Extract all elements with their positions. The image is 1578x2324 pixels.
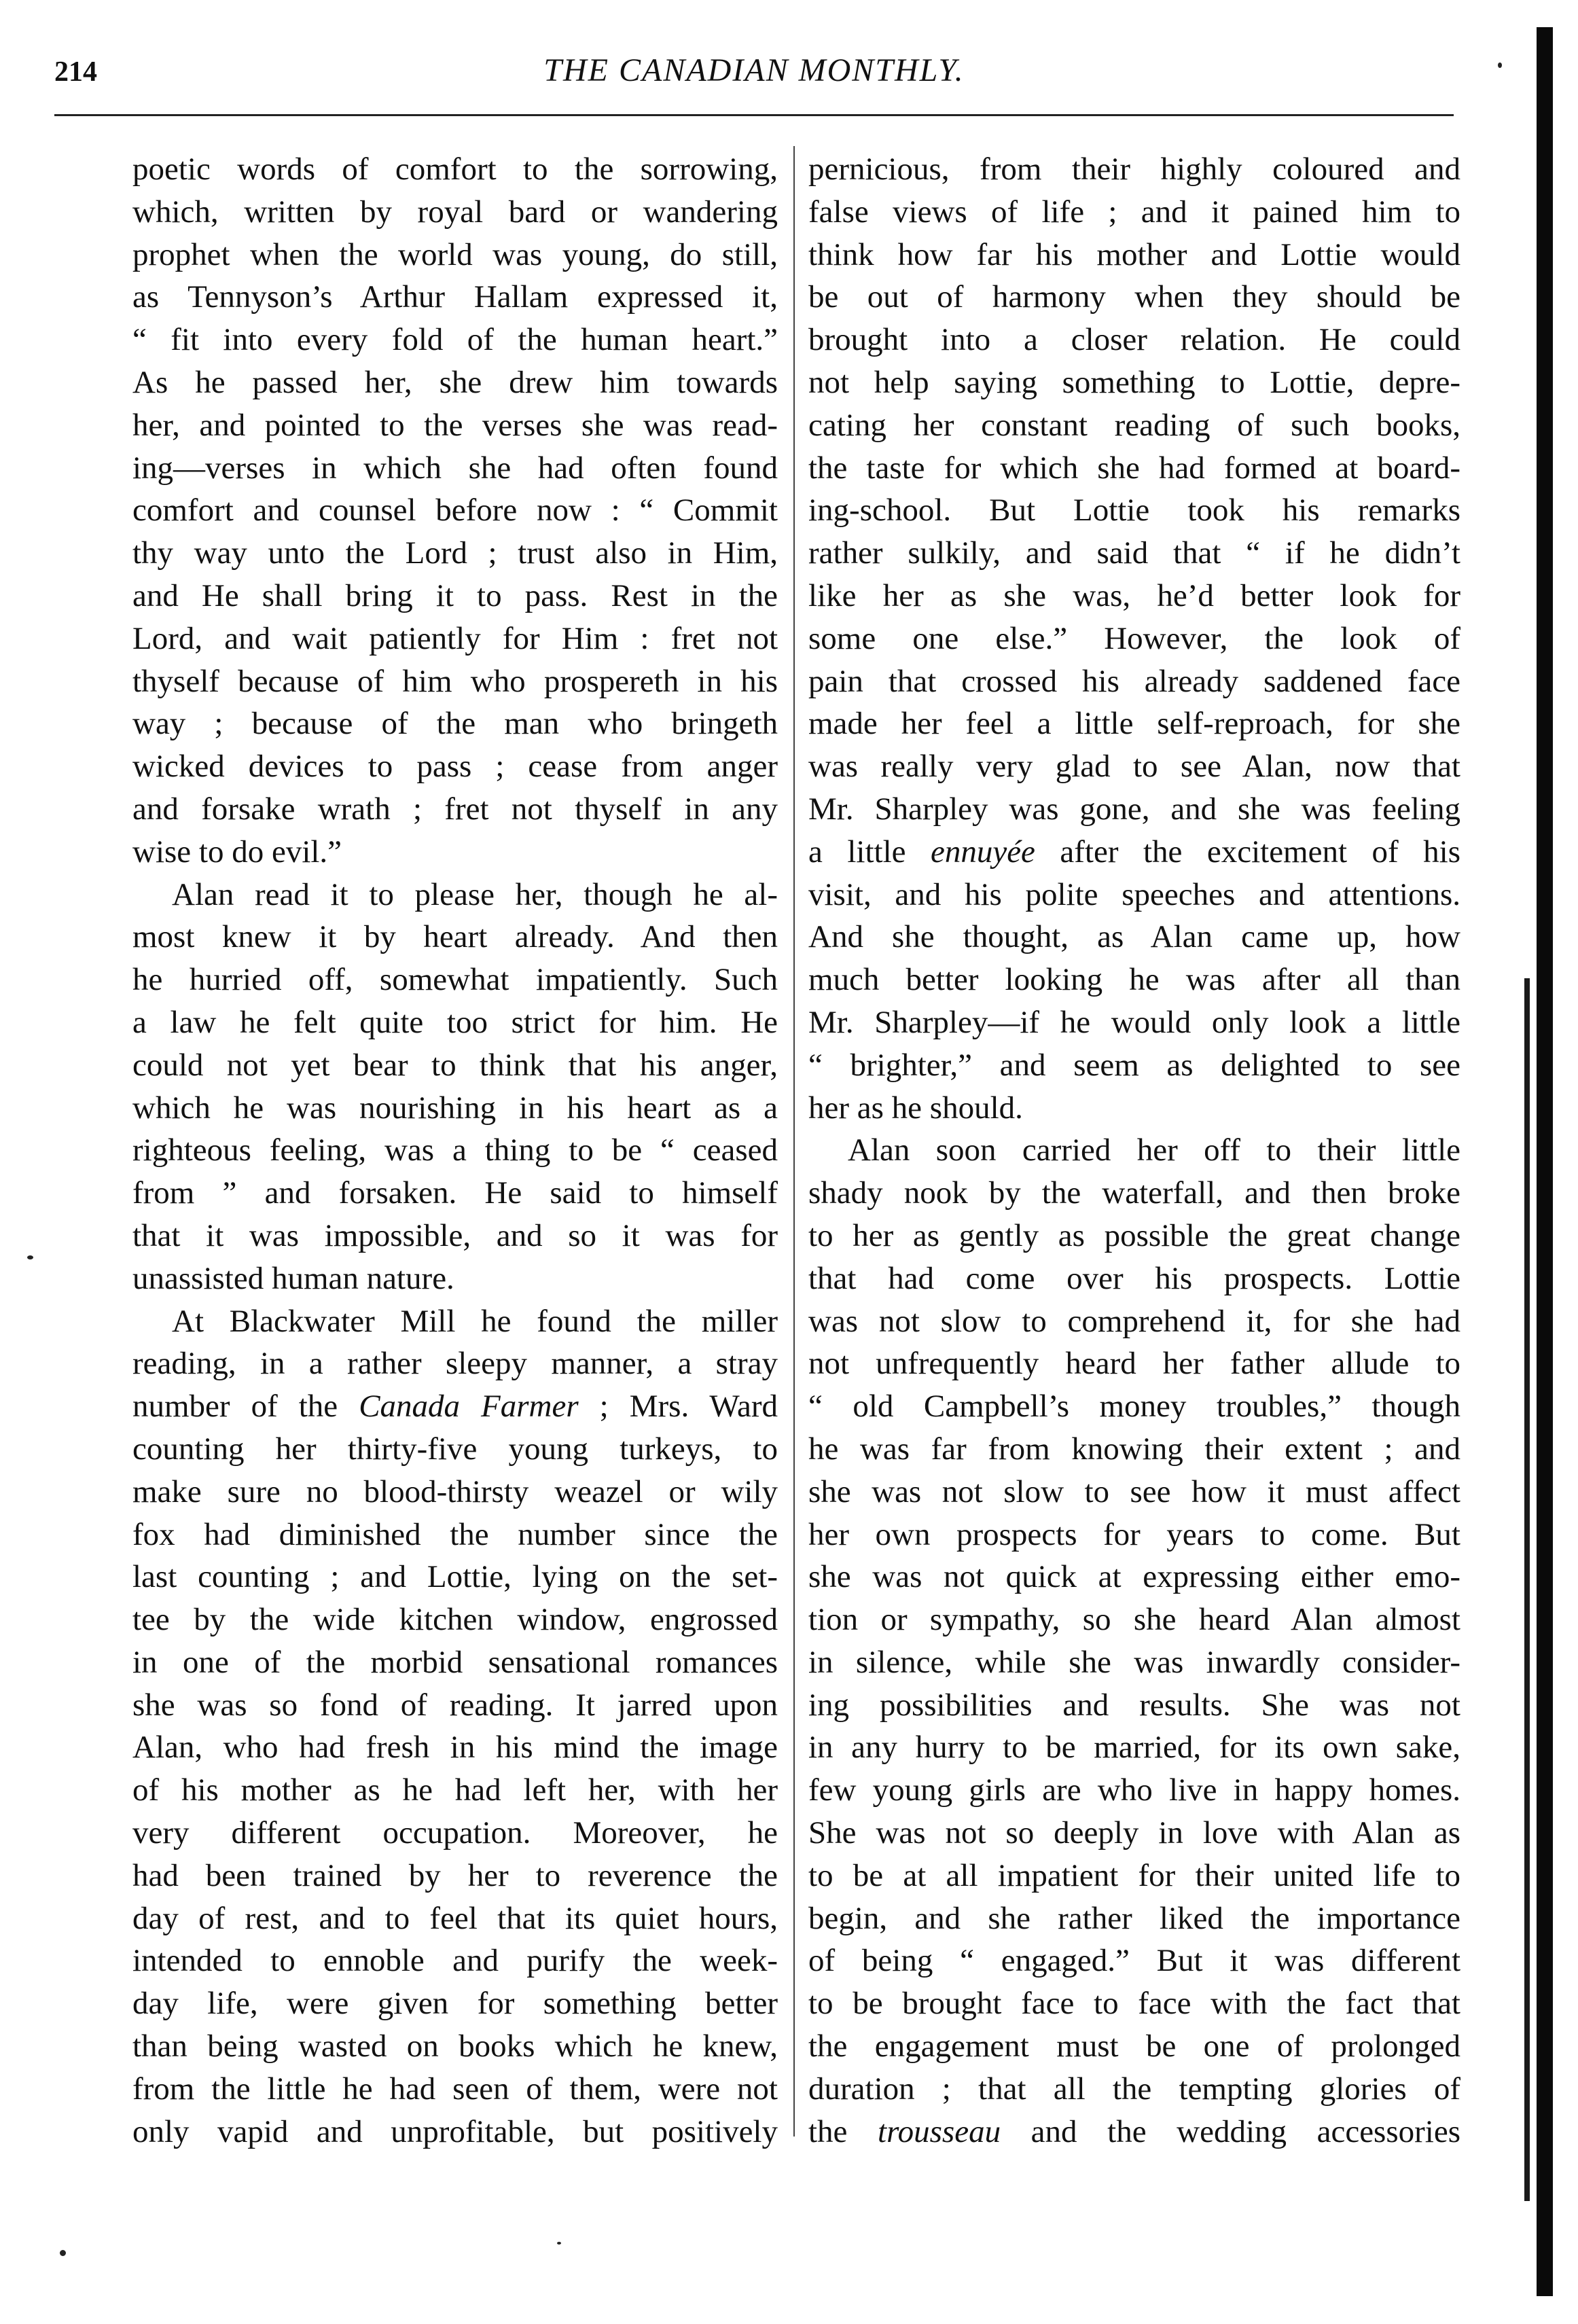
text-line: that it was impossible, and so it was for	[132, 1217, 778, 1253]
text-line: prophet when the world was young, do still,	[132, 236, 778, 272]
text-line: ing—verses in which she had often found	[132, 450, 778, 486]
text-segment: number of the	[132, 1389, 359, 1425]
text-line: Alan read it to please her, though he al-	[172, 876, 778, 912]
text-line: last counting ; and Lottie, lying on the set-	[132, 1559, 778, 1595]
text-line: the engagement must be one of prolonged	[808, 2028, 1460, 2064]
text-line: not help saying something to Lottie, depre-	[808, 364, 1460, 400]
text-line: Alan soon carried her off to their little	[848, 1132, 1460, 1168]
text-segment: and the wedding accessories	[1001, 2113, 1461, 2149]
header-rule	[54, 114, 1454, 116]
text-line: thy way unto the Lord ; trust also in Him,	[132, 535, 778, 571]
page-header	[54, 48, 1454, 109]
text-segment: ; Mrs. Ward	[578, 1389, 778, 1425]
scan-speck	[60, 2250, 66, 2256]
text-line: duration ; that all the tempting glories of	[808, 2071, 1460, 2107]
column-divider	[793, 146, 795, 2137]
text-line: brought into a closer relation. He could	[808, 322, 1460, 358]
italic-title: Canada Farmer	[359, 1389, 579, 1425]
text-line: thyself because of him who prospereth in his	[132, 663, 778, 699]
text-line: make sure no blood-thirsty weazel or wily	[132, 1473, 778, 1509]
text-line: to be brought face to face with the fact that	[808, 1986, 1460, 2022]
text-line: begin, and she rather liked the importance	[808, 1900, 1460, 1936]
scan-edge-shadow	[1537, 27, 1553, 2296]
text-line: much better looking he was after all than	[808, 962, 1460, 998]
text-line: as Tennyson’s Arthur Hallam expressed it,	[132, 279, 778, 315]
italic-title: trousseau	[878, 2113, 1001, 2149]
text-line: from the little he had seen of them, were not	[132, 2071, 778, 2107]
text-line: pain that crossed his already saddened face	[808, 663, 1460, 699]
text-line	[808, 831, 1460, 874]
left-column	[132, 148, 778, 2153]
text-line: her own prospects for years to come. But	[808, 1516, 1460, 1552]
text-line: fox had diminished the number since the	[132, 1516, 778, 1552]
running-title: THE CANADIAN MONTHLY.	[543, 52, 965, 88]
text-line: very different occupation. Moreover, he	[132, 1815, 778, 1851]
text-line: which, written by royal bard or wandering	[132, 194, 778, 230]
text-line: than being wasted on books which he knew,	[132, 2028, 778, 2064]
text-line: She was not so deeply in love with Alan as	[808, 1815, 1460, 1851]
text-line: to be at all impatient for their united life to	[808, 1857, 1460, 1893]
scan-speck	[27, 1255, 33, 1259]
text-line: some one else.” However, the look of	[808, 620, 1460, 656]
text-line: she was not quick at expressing either emo-	[808, 1559, 1460, 1595]
text-line: was really very glad to see Alan, now that	[808, 749, 1460, 785]
text-line: ing possibilities and results. She was not	[808, 1687, 1460, 1723]
text-line: counting her thirty-five young turkeys, to	[132, 1431, 778, 1467]
text-line: he was far from knowing their extent ; and	[808, 1431, 1460, 1467]
text-line: poetic words of comfort to the sorrowing,	[132, 151, 778, 187]
text-line: false views of life ; and it pained him to	[808, 194, 1460, 230]
text-line: most knew it by heart already. And then	[132, 919, 778, 955]
text-line: made her feel a little self-reproach, for she	[808, 706, 1460, 742]
text-line: which he was nourishing in his heart as a	[132, 1090, 778, 1126]
text-line: not unfrequently heard her father allude to	[808, 1346, 1460, 1382]
text-segment: after the excitement of his	[1035, 834, 1460, 870]
text-line: that had come over his prospects. Lottie	[808, 1260, 1460, 1296]
text-line: be out of harmony when they should be	[808, 279, 1460, 315]
text-line: day of rest, and to feel that its quiet hours,	[132, 1900, 778, 1936]
text-line: “ brighter,” and seem as delighted to see	[808, 1047, 1460, 1083]
scan-speck	[557, 2242, 561, 2245]
text-line: reading, in a rather sleepy manner, a stray	[132, 1346, 778, 1382]
text-line: At Blackwater Mill he found the miller	[172, 1303, 778, 1339]
text-line: few young girls are who live in happy homes.	[808, 1772, 1460, 1808]
text-line: unassisted human nature.	[132, 1260, 454, 1296]
text-segment: a little	[808, 834, 931, 870]
text-line: think how far his mother and Lottie would	[808, 236, 1460, 272]
text-line: to her as gently as possible the great change	[808, 1217, 1460, 1253]
text-line: her as he should.	[808, 1090, 1023, 1126]
scan-speck	[1498, 62, 1502, 68]
text-line: tion or sympathy, so she heard Alan almost	[808, 1602, 1460, 1638]
text-line: in silence, while she was inwardly consider-	[808, 1644, 1460, 1680]
text-line: shady nook by the waterfall, and then broke	[808, 1175, 1460, 1211]
text-line: had been trained by her to reverence the	[132, 1857, 778, 1893]
text-line: wise to do evil.”	[132, 834, 342, 870]
text-line: As he passed her, she drew him towards	[132, 364, 778, 400]
text-line: she was so fond of reading. It jarred upon	[132, 1687, 778, 1723]
text-line: day life, were given for something better	[132, 1986, 778, 2022]
text-line: and forsake wrath ; fret not thyself in any	[132, 791, 778, 827]
text-line: way ; because of the man who bringeth	[132, 706, 778, 742]
text-line: comfort and counsel before now : “ Commit	[132, 493, 778, 529]
text-line: tee by the wide kitchen window, engrossed	[132, 1602, 778, 1638]
text-line: pernicious, from their highly coloured and	[808, 151, 1460, 187]
text-line: Mr. Sharpley—if he would only look a little	[808, 1004, 1460, 1040]
text-line: And she thought, as Alan came up, how	[808, 919, 1460, 955]
text-line: was not slow to comprehend it, for she had	[808, 1303, 1460, 1339]
text-line: the taste for which she had formed at board-	[808, 450, 1460, 486]
scan-edge-shadow-inner	[1524, 978, 1530, 2201]
text-line: and He shall bring it to pass. Rest in the	[132, 577, 778, 613]
text-line: rather sulkily, and said that “ if he didn’t	[808, 535, 1460, 571]
text-line: righteous feeling, was a thing to be “ ceased	[132, 1132, 778, 1168]
text-line: she was not slow to see how it must affect	[808, 1473, 1460, 1509]
text-line: Mr. Sharpley was gone, and she was feeling	[808, 791, 1460, 827]
page-number: 214	[54, 56, 97, 88]
text-line: in one of the morbid sensational romances	[132, 1644, 778, 1680]
text-line: Alan, who had fresh in his mind the image	[132, 1730, 778, 1766]
text-line: her, and pointed to the verses she was read-	[132, 407, 778, 443]
text-line: wicked devices to pass ; cease from anger	[132, 749, 778, 785]
text-line: in any hurry to be married, for its own sake,	[808, 1730, 1460, 1766]
right-column	[808, 148, 1460, 2153]
text-line	[808, 2111, 1460, 2153]
text-line: of being “ engaged.” But it was different	[808, 1943, 1460, 1979]
text-line	[132, 1385, 778, 1428]
text-line: Lord, and wait patiently for Him : fret not	[132, 620, 778, 656]
text-line: “ old Campbell’s money troubles,” though	[808, 1389, 1460, 1425]
text-line: could not yet bear to think that his anger,	[132, 1047, 778, 1083]
text-line: like her as she was, he’d better look for	[808, 577, 1460, 613]
text-line: cating her constant reading of such books,	[808, 407, 1460, 443]
text-line: “ fit into every fold of the human heart.”	[132, 322, 778, 358]
italic-title: ennuyée	[930, 834, 1035, 870]
text-line: only vapid and unprofitable, but positively	[132, 2113, 778, 2149]
text-line: visit, and his polite speeches and attentions.	[808, 876, 1460, 912]
text-line: of his mother as he had left her, with her	[132, 1772, 778, 1808]
text-line: he hurried off, somewhat impatiently. Such	[132, 962, 778, 998]
text-line: ing-school. But Lottie took his remarks	[808, 493, 1460, 529]
text-line: from ” and forsaken. He said to himself	[132, 1175, 778, 1211]
text-segment: the	[808, 2113, 878, 2149]
text-line: intended to ennoble and purify the week-	[132, 1943, 778, 1979]
text-line: a law he felt quite too strict for him. He	[132, 1004, 778, 1040]
